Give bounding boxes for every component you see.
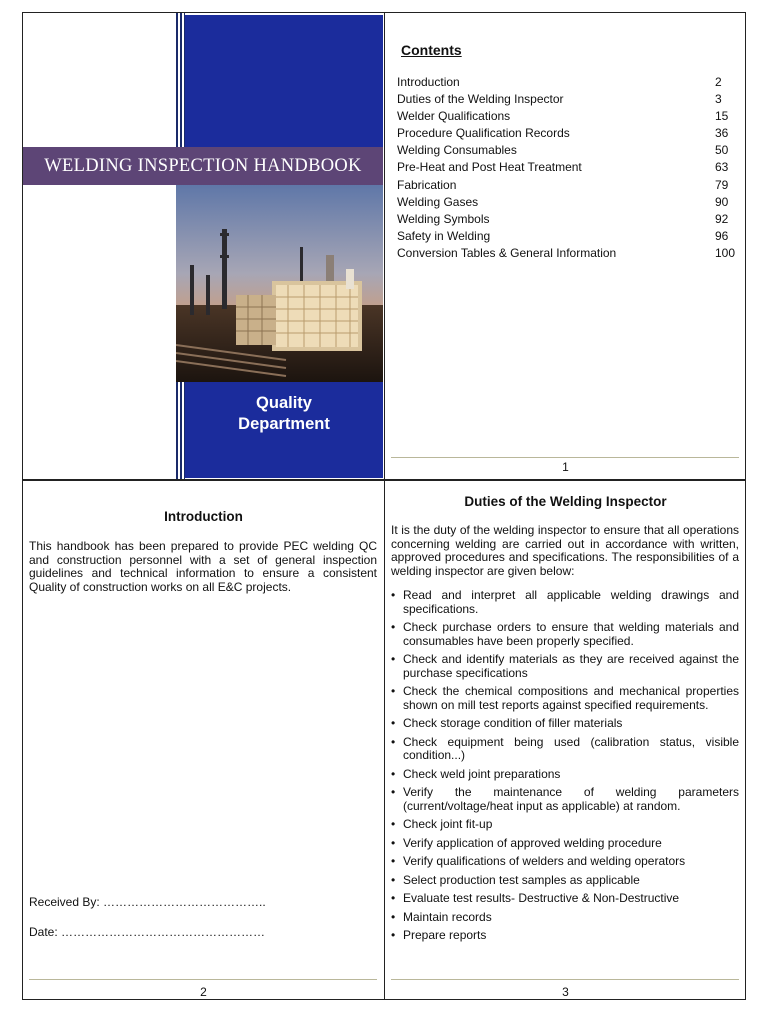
contents-page	[385, 13, 746, 479]
toc-entry	[397, 211, 737, 228]
toc-entry	[397, 74, 737, 91]
toc-title: Welding Symbols	[397, 211, 490, 226]
toc-entry	[397, 194, 737, 211]
footer-rule	[391, 457, 739, 458]
bullet-icon: •	[391, 817, 396, 831]
bullet-icon: •	[391, 620, 396, 634]
date-line: Date: ……………………………………………	[29, 925, 266, 939]
toc-page: 2	[715, 75, 722, 89]
list-item-text: Evaluate test results- Destructive & Non-Destructive	[403, 891, 680, 905]
bullet-icon: •	[391, 891, 396, 905]
toc-page: 92	[715, 211, 729, 226]
bullet-icon: •	[391, 909, 396, 924]
toc-entry	[397, 228, 737, 245]
toc-title: Pre-Heat and Post Heat Treatment	[397, 160, 582, 175]
cover-page	[23, 13, 384, 479]
refinery-photo	[176, 185, 383, 382]
list-item-text: Verify application of approved welding procedure	[403, 835, 662, 850]
toc-page: 36	[715, 126, 729, 141]
toc-title: Fabrication	[397, 177, 457, 192]
list-item	[391, 874, 739, 888]
list-item	[391, 818, 739, 832]
bullet-icon: •	[391, 734, 396, 749]
duties-page	[385, 481, 746, 999]
contents-list	[397, 74, 737, 262]
toc-entry	[397, 108, 737, 125]
toc-title: Conversion Tables & General Information	[397, 245, 617, 260]
bullet-icon: •	[391, 872, 396, 887]
page-number: 1	[562, 460, 569, 474]
list-item-text: Check joint fit-up	[403, 817, 493, 831]
toc-title: Duties of the Welding Inspector	[397, 92, 564, 107]
duties-body: It is the duty of the welding inspector to ensure that all operations concerning welding are carried out in accordance with written, approved procedures and specifications. The responsibilities of a welding inspector are given below:	[391, 523, 739, 578]
duties-heading: Duties of the Welding Inspector	[464, 494, 667, 509]
bullet-icon: •	[391, 652, 396, 666]
bullet-icon: •	[391, 684, 396, 698]
list-item-text: Select production test samples as applicable	[403, 872, 640, 887]
bullet-icon: •	[391, 854, 396, 868]
cover-department	[185, 393, 383, 435]
toc-entry	[397, 245, 737, 262]
cover-department-line1: Quality	[256, 394, 312, 412]
bullet-icon: •	[391, 785, 396, 799]
list-item	[391, 929, 739, 943]
toc-entry	[397, 177, 737, 194]
list-item-text: Check purchase orders to ensure that welding materials and consumables have been properly specified.	[403, 620, 739, 648]
bullet-icon: •	[391, 928, 396, 942]
list-item	[391, 837, 739, 851]
list-item	[391, 653, 739, 680]
list-item	[391, 685, 739, 712]
duties-list	[391, 589, 739, 948]
cover-blue-panel-top	[185, 15, 383, 149]
toc-page: 96	[715, 228, 729, 243]
introduction-body: This handbook has been prepared to provide PEC welding QC and construction personnel with a set of general inspection guidelines and technical information to ensure a consistent Quality of construction works on all E&C projects.	[29, 539, 377, 594]
list-item-text: Check the chemical compositions and mechanical properties shown on mill test reports against specified requirements.	[403, 684, 739, 712]
introduction-heading: Introduction	[164, 509, 243, 524]
bullet-icon: •	[391, 588, 396, 602]
toc-page: 63	[715, 160, 729, 175]
list-item-text: Check storage condition of filler materials	[403, 716, 623, 730]
list-item-text: Check and identify materials as they are received against the purchase specifications	[403, 652, 739, 680]
toc-page: 3	[715, 92, 722, 107]
toc-entry	[397, 142, 737, 159]
toc-page: 90	[715, 194, 729, 209]
cover-department-line2: Department	[238, 415, 330, 433]
list-item	[391, 621, 739, 648]
bullet-icon: •	[391, 766, 396, 781]
list-item-text: Verify qualifications of welders and welding operators	[403, 854, 686, 868]
list-item	[391, 855, 739, 869]
list-item	[391, 589, 739, 616]
toc-entry	[397, 91, 737, 108]
toc-title: Welder Qualifications	[397, 109, 511, 124]
bullet-icon: •	[391, 835, 396, 850]
list-item-text: Maintain records	[403, 909, 492, 924]
list-item-text: Check weld joint preparations	[403, 766, 561, 781]
toc-page: 79	[715, 177, 729, 192]
toc-title: Introduction	[397, 75, 460, 89]
received-by-line: Received By: …………………………………..	[29, 895, 266, 909]
bullet-icon: •	[391, 716, 396, 730]
list-item	[391, 786, 739, 813]
toc-page: 15	[715, 109, 729, 124]
list-item-text: Read and interpret all applicable welding drawings and specifications.	[403, 588, 739, 616]
footer-rule	[391, 979, 739, 980]
page-number: 2	[200, 985, 207, 999]
toc-page: 100	[715, 245, 736, 260]
introduction-page	[23, 481, 384, 999]
list-item	[391, 911, 739, 925]
list-item	[391, 736, 739, 763]
toc-entry	[397, 159, 737, 176]
contents-heading: Contents	[401, 42, 462, 58]
toc-page: 50	[715, 143, 729, 158]
list-item-text: Check equipment being used (calibration status, visible condition...)	[403, 734, 739, 762]
list-item-text: Verify the maintenance of welding parameters (current/voltage/heat input as applicable) at random.	[403, 785, 739, 813]
toc-entry	[397, 125, 737, 142]
cover-title: WELDING INSPECTION HANDBOOK	[23, 147, 383, 185]
handbook-sheet	[22, 12, 746, 1000]
toc-title: Safety in Welding	[397, 228, 491, 243]
list-item	[391, 768, 739, 782]
list-item	[391, 717, 739, 731]
page-number: 3	[562, 985, 569, 999]
toc-title: Welding Consumables	[397, 143, 517, 158]
footer-rule	[29, 979, 377, 980]
list-item-text: Prepare reports	[403, 928, 487, 942]
toc-title: Procedure Qualification Records	[397, 126, 570, 141]
toc-title: Welding Gases	[397, 194, 479, 209]
list-item	[391, 892, 739, 906]
